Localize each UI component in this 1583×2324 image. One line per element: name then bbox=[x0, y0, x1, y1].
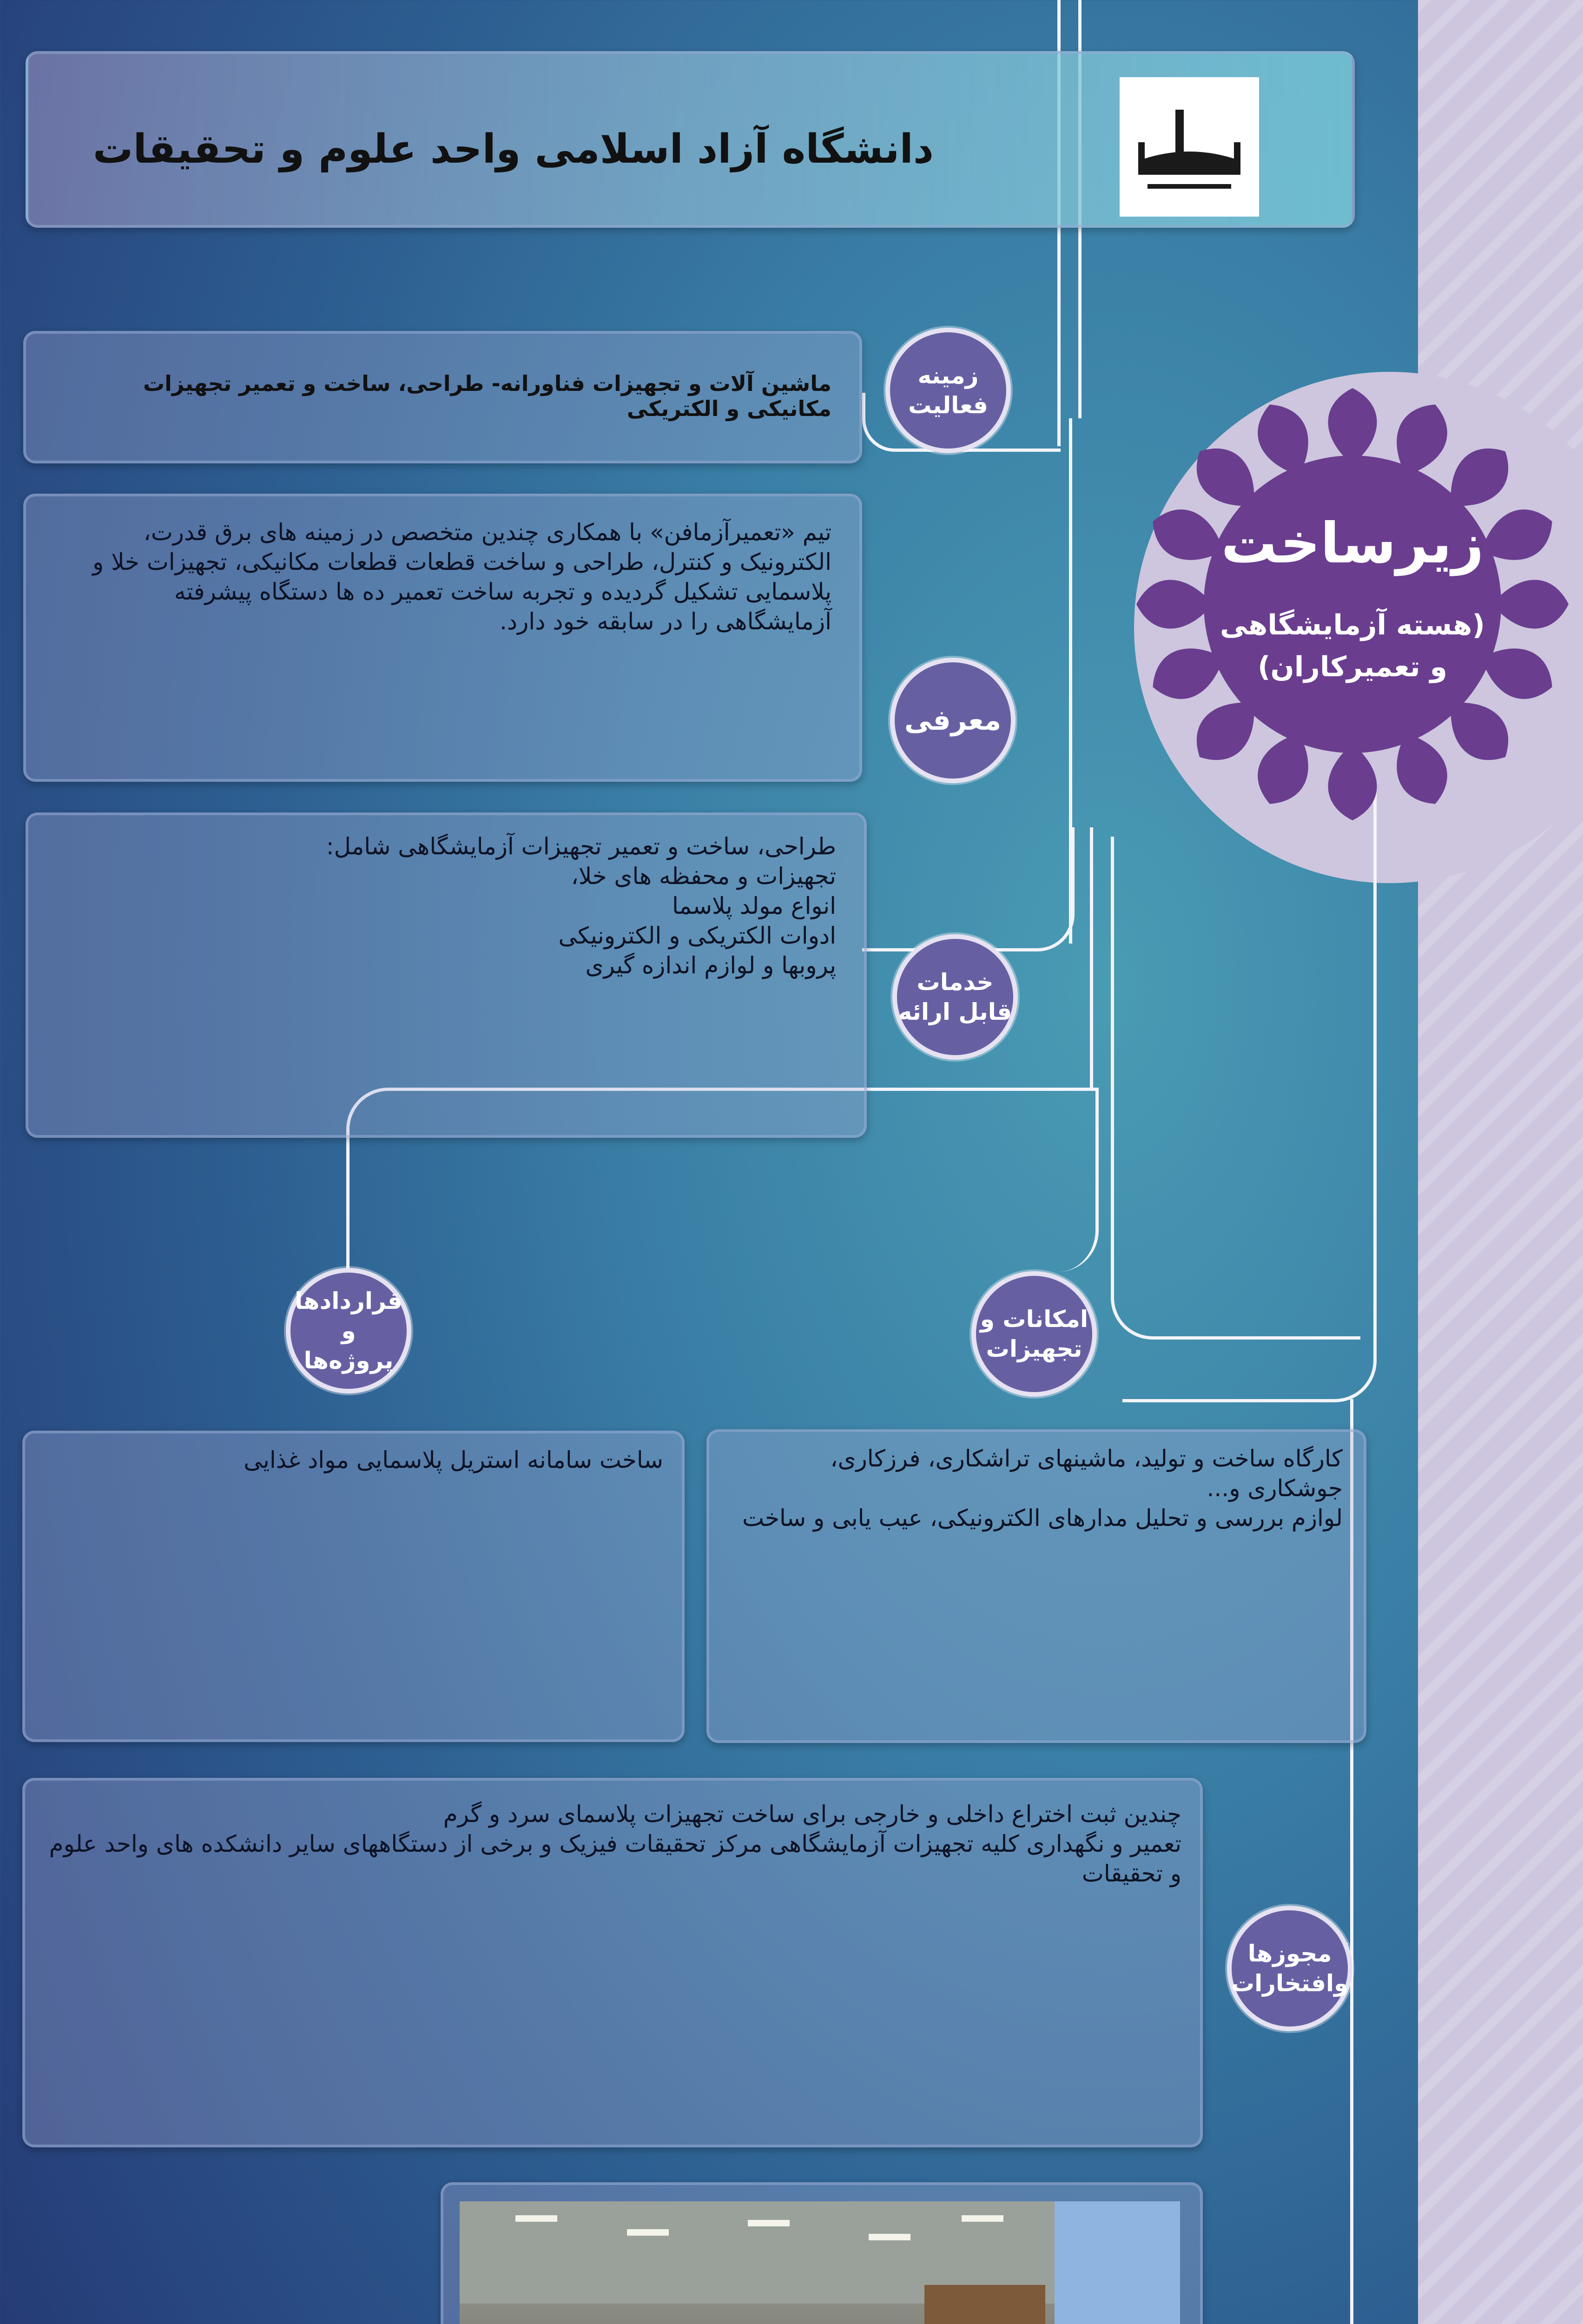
connector-line bbox=[1122, 790, 1377, 1402]
licenses-panel bbox=[22, 1778, 1203, 2147]
field-panel bbox=[23, 331, 862, 463]
lathe-machine-icon bbox=[460, 2201, 1055, 2324]
infrastructure-badge bbox=[1134, 386, 1571, 823]
intro-circle: معرفی bbox=[890, 658, 1016, 783]
connector-line bbox=[862, 827, 1075, 951]
services-text: طراحی، ساخت و تعمیر تجهیزات آزمایشگاهی شامل: تجهیزات و محفظه های خلا، انواع مولد پلاسما ادوات الکتریکی و الکترونیکی پروبها و لوازم اندازه گیری bbox=[326, 833, 836, 979]
photo-sky-block bbox=[1055, 2201, 1180, 2324]
university-logo bbox=[1120, 77, 1259, 217]
field-circle: زمینه فعالیت bbox=[885, 328, 1011, 453]
equipment-panel bbox=[706, 1429, 1366, 1743]
field-text: ماشین آلات و تجهیزات فناورانه- طراحی، ساخت و تعمیر تجهیزات مکانیکی و الکتریکی bbox=[143, 371, 831, 421]
flower-petal bbox=[1328, 744, 1377, 820]
contracts-panel bbox=[22, 1431, 685, 1742]
equipment-circle: امکانات و تجهیزات bbox=[971, 1271, 1097, 1397]
page-title: دانشگاه آزاد اسلامی واحد علوم و تحقیقات bbox=[92, 126, 934, 172]
flower-petal bbox=[1328, 388, 1377, 465]
side-pattern-stripe bbox=[1418, 0, 1583, 2324]
contracts-text: ساخت سامانه استریل پلاسمایی مواد غذایی bbox=[244, 1446, 663, 1473]
intro-text: تیم «تعمیرآزمافن» با همکاری چندین متخصص در زمینه های برق قدرت، الکترونیک و کنترل، طراحی و ساخت قطعات قطعات مکانیکی، تجهیزات خلا و پلاسمایی تشکیل گردیده و تجربه ساخت تعمیر ده ها دستگاه پیشرفته آزمایشگاهی را در سابقه خود دارد. bbox=[92, 519, 831, 635]
equipment-text: کارگاه ساخت و تولید، ماشینهای تراشکاری، فرزکاری، جوشکاری و... لوازم بررسی و تحلیل مدارهای الکترونیکی، عیب یابی و ساخت bbox=[742, 1445, 1343, 1532]
workshop-photo bbox=[460, 2201, 1055, 2324]
intro-panel bbox=[23, 494, 862, 782]
licenses-text: چندین ثبت اختراع داخلی و خارجی برای ساخت تجهیزات پلاسمای سرد و گرم تعمیر و نگهداری کلیه تجهیزات آزمایشگاهی مرکز تحقیقات فیزیک و برخی از دستگاههای سایر دانشکده های واحد علوم و تحقیقات bbox=[49, 1801, 1181, 1887]
connector-line bbox=[1090, 827, 1093, 1088]
contracts-circle: قراردادها و پروژه‌ها bbox=[286, 1268, 411, 1393]
services-panel bbox=[26, 812, 867, 1138]
badge-title: زیرساخت bbox=[1221, 511, 1484, 576]
images-panel bbox=[441, 2182, 1203, 2324]
header-panel bbox=[26, 51, 1355, 228]
badge-subtitle: (هسته آزمایشگاهی و تعمیرکاران) bbox=[1220, 609, 1485, 683]
university-logo-icon bbox=[1120, 77, 1259, 217]
licenses-circle: مجوزها وافتخارات bbox=[1227, 1906, 1352, 2031]
services-circle: خدمات قابل ارائه bbox=[892, 934, 1018, 1060]
